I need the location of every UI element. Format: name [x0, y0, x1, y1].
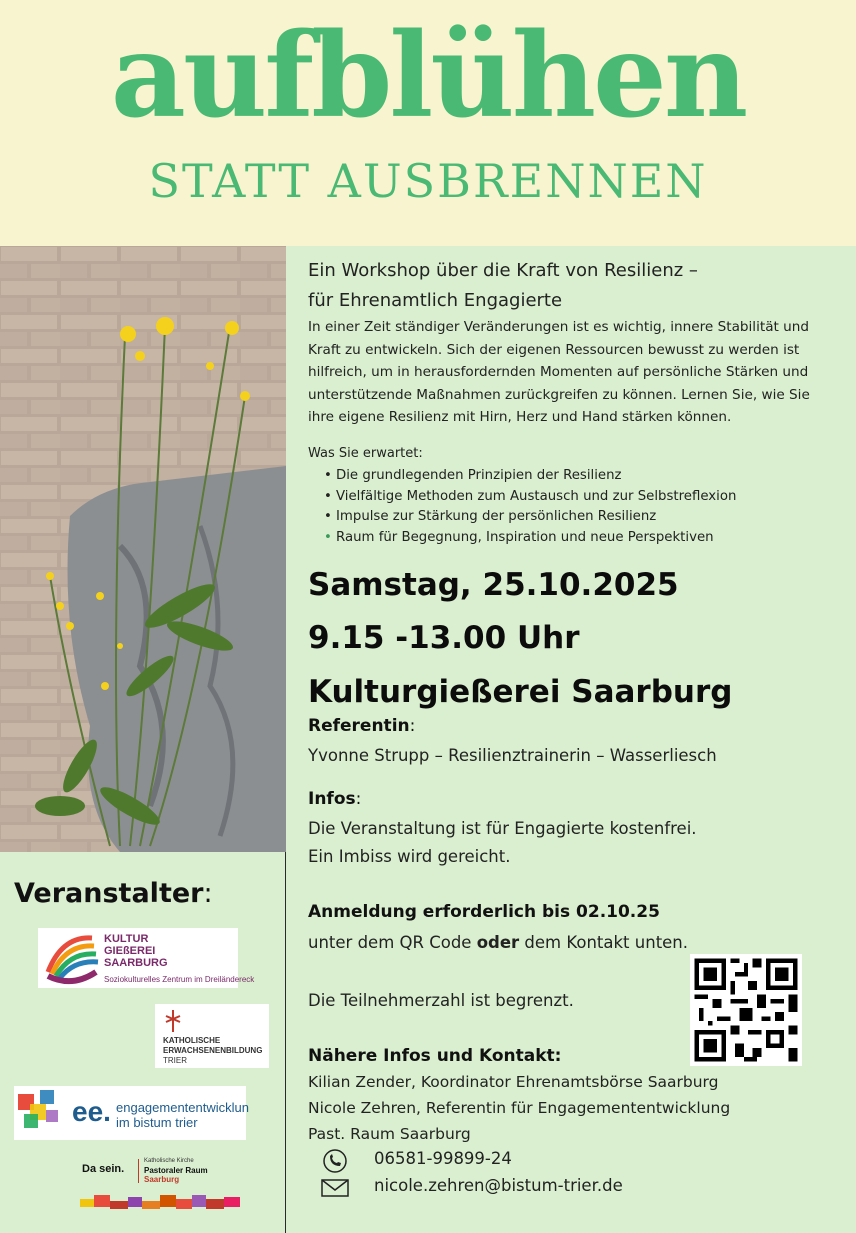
kultur-line2: GIEßEREI [104, 945, 156, 957]
organizers-heading-text: Veranstalter [14, 878, 204, 909]
registration-line-post: dem Kontakt unten. [519, 933, 689, 952]
contact-line: Kilian Zender, Koordinator Ehrenamtsbörse Saarburg [308, 1073, 719, 1091]
expect-list [308, 466, 736, 549]
keb-line1: KATHOLISCHE [163, 1036, 221, 1045]
list-item: • Die grundlegenden Prinzipien der Resilienz [324, 466, 736, 487]
speaker-colon: : [409, 716, 416, 736]
expect-heading: Was Sie erwartet: [308, 446, 423, 461]
intro-heading-line1: Ein Workshop über die Kraft von Resilienz – [308, 260, 698, 281]
pastoral-dasein: Da sein. [82, 1163, 125, 1175]
intro-heading-line2: für Ehrenamtlich Engagierte [308, 290, 563, 311]
infos-colon: : [355, 789, 362, 809]
event-time: 9.15 -13.00 Uhr [308, 620, 580, 656]
wall-flower-photo [0, 246, 286, 852]
keb-trier-logo [155, 1004, 269, 1068]
contact-line: Nicole Zehren, Referentin für Engagemententwicklung [308, 1099, 731, 1117]
header-banner [0, 0, 856, 246]
intro-body-line: Kraft zu entwickeln. Sich der eigenen Ressourcen bewusst zu werden ist [308, 341, 800, 358]
intro-section [308, 256, 838, 429]
intro-body-line: unterstützende Maßnahmen zurückgreifen zu können. Lernen Sie, wie Sie [308, 386, 810, 403]
phone-row[interactable] [320, 1148, 512, 1174]
envelope-icon [320, 1175, 350, 1201]
speaker-value: Yvonne Strupp – Resilienztrainerin – Wasserliesch [308, 746, 717, 765]
intro-body-line: In einer Zeit ständiger Veränderungen ist es wichtig, innere Stabilität und [308, 319, 810, 335]
event-date: Samstag, 25.10.2025 [308, 567, 679, 603]
infos-label [308, 789, 361, 809]
phone-number[interactable]: 06581-99899-24 [374, 1149, 512, 1168]
kultur-line3: SAARBURG [104, 957, 168, 969]
pastoral-line2: Saarburg [144, 1175, 180, 1184]
contact-heading: Nähere Infos und Kontakt: [308, 1046, 562, 1066]
infos-line2: Ein Imbiss wird gereicht. [308, 847, 511, 866]
phone-icon [320, 1148, 350, 1174]
pastoral-small: Katholische Kirche [144, 1158, 194, 1164]
registration-line [308, 928, 688, 957]
speaker-label-text: Referentin [308, 716, 410, 736]
event-venue: Kulturgießerei Saarburg [308, 674, 733, 710]
pastoral-cross [138, 1159, 139, 1183]
intro-body-line: ihre eigene Resilienz mit Hirn, Herz und Hand stärken können. [308, 409, 732, 425]
pastoraler-raum-logo [78, 1155, 250, 1215]
organizers-heading [14, 878, 213, 909]
registration-limit: Die Teilnehmerzahl ist begrenzt. [308, 991, 574, 1010]
ee-line2: im bistum trier [116, 1115, 198, 1130]
email-row[interactable] [320, 1175, 623, 1201]
list-item: • Impulse zur Stärkung der persönlichen Resilienz [324, 507, 736, 528]
registration-line-bold: oder [476, 933, 520, 952]
poster-subtitle: STATT AUSBRENNEN [148, 154, 708, 208]
ee-mark: ee. [72, 1096, 111, 1127]
poster-title: aufblühen [110, 8, 746, 144]
keb-line3: TRIER [163, 1056, 187, 1065]
column-divider [285, 852, 286, 1233]
list-item: • Vielfältige Methoden zum Austausch und zur Selbstreflexion [324, 487, 736, 508]
speaker-label [308, 716, 415, 736]
intro-body-line: hilfreich, um in herausfordernden Momenten auf persönliche Stärken und [308, 364, 809, 380]
keb-line2: ERWACHSENENBILDUNG [163, 1046, 263, 1055]
email-address[interactable]: nicole.zehren@bistum-trier.de [374, 1176, 623, 1195]
engagemententwicklung-logo [14, 1086, 249, 1140]
pastoral-line1: Pastoraler Raum [144, 1166, 208, 1175]
qr-code[interactable] [690, 954, 802, 1066]
kultur-line1: KULTUR [104, 933, 149, 945]
infos-label-text: Infos [308, 789, 356, 809]
contact-line: Past. Raum Saarburg [308, 1125, 471, 1143]
registration-heading: Anmeldung erforderlich bis 02.10.25 [308, 902, 660, 922]
kultur-tagline: Soziokulturelles Zentrum im Dreiländereck [104, 975, 255, 984]
kulturgiesserei-logo [38, 928, 255, 988]
ee-line1: engagemententwicklun [116, 1100, 249, 1115]
organizers-colon: : [203, 878, 213, 909]
infos-line1: Die Veranstaltung ist für Engagierte kostenfrei. [308, 819, 697, 838]
list-item: • Raum für Begegnung, Inspiration und neue Perspektiven [324, 528, 736, 549]
registration-line-pre: unter dem QR Code [308, 933, 477, 952]
